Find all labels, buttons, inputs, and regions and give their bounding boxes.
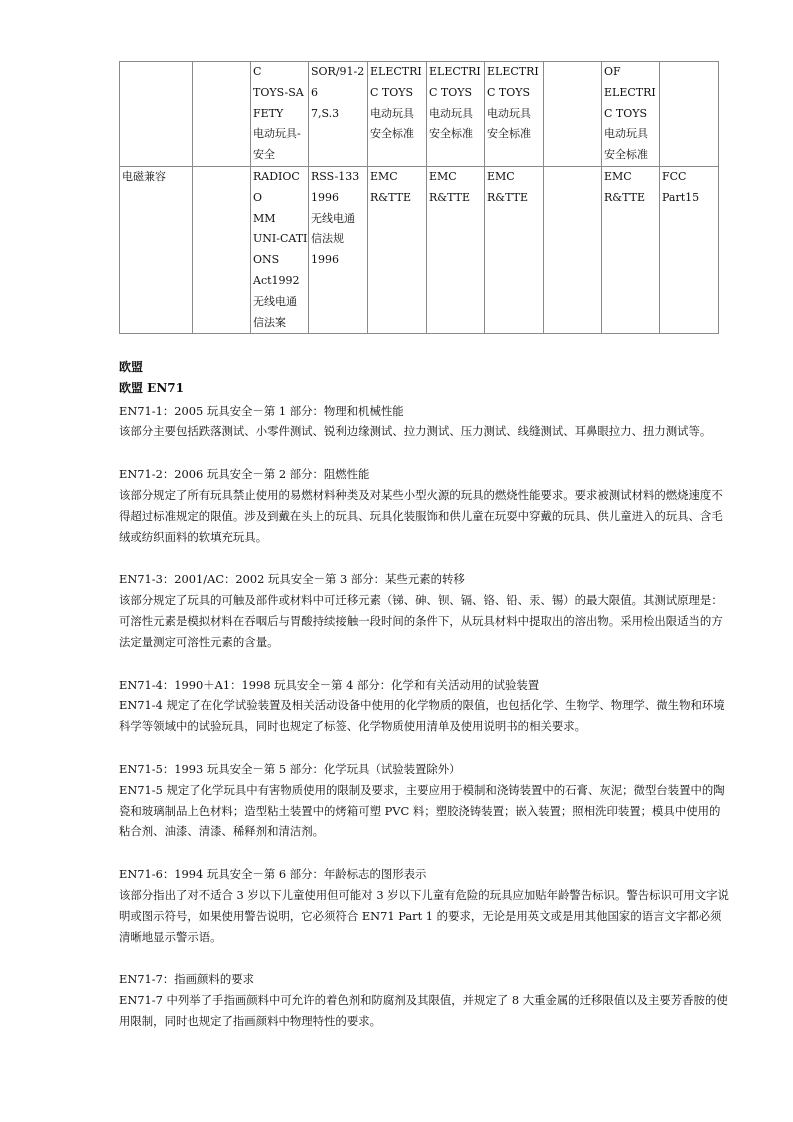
section-heading: 欧盟: [119, 360, 144, 374]
table-cell: [193, 167, 251, 334]
table-cell: ELECTRI C TOYS 电动玩具 安全标准: [368, 62, 427, 167]
document-body: [119, 357, 731, 1054]
standard-title: EN71-6：1994 玩具安全－第 6 部分：年龄标志的图形表示: [119, 867, 427, 882]
standard-section: [119, 675, 731, 737]
standard-description: 该部分规定了所有玩具禁止使用的易燃材料种类及对某些小型火源的玩具的燃烧性能要求。要求被测试材料的燃烧速度不得超过标准规定的限值。涉及到戴在头上的玩具、玩具化装服饰和供儿童在玩耍中穿戴的玩具、供儿童进入的玩具、含毛绒或纺织面料的软填充玩具。: [119, 487, 723, 544]
standard-description: 该部分指出了对不适合 3 岁以下儿童使用但可能对 3 岁以下儿童有危险的玩具应加贴年龄警告标识。警告标识可用文字说明或图示符号，如果使用警告说明，它必须符合 EN71 Part 1 的要求，无论是用英文或是用其他国家的语言文字都必须清晰地显示警示语。: [119, 887, 729, 944]
standard-title: EN71-4：1990＋A1：1998 玩具安全－第 4 部分：化学和有关活动用的试验装置: [119, 677, 540, 692]
standard-description: EN71-4 规定了在化学试验装置及相关活动设备中使用的化学物质的限值，也包括化学、生物学、物理学、微生物和环境科学等领域中的试验玩具，同时也规定了标签、化学物质使用清单及使用说明书的相关要求。: [119, 698, 725, 734]
table-cell: EMC R&TTE: [602, 167, 660, 334]
table-cell: [544, 62, 602, 167]
standards-table: [119, 61, 719, 334]
table-cell: RADIOCO MM UNI-CATI ONS Act1992 无线电通 信法案: [251, 167, 309, 334]
table-cell-category: [120, 62, 193, 167]
standard-title: EN71-7：指画颜料的要求: [119, 972, 254, 987]
standard-description: EN71-7 中列举了手指画颜料中可允许的着色剂和防腐剂及其限值，并规定了 8 大重金属的迁移限值以及主要芳香胺的使用限制，同时也规定了指画颜料中物理特性的要求。: [119, 993, 728, 1028]
table-cell-category: 电磁兼容: [120, 167, 193, 334]
table-cell: SOR/91-26 7,S.3: [309, 62, 368, 167]
standard-section: [119, 401, 731, 443]
standard-title: EN71-5：1993 玩具安全－第 5 部分：化学玩具（试验装置除外）: [119, 761, 461, 776]
standard-description: 该部分主要包括跌落测试、小零件测试、锐利边缘测试、拉力测试、压力测试、线缝测试、耳鼻眼拉力、扭力测试等。: [119, 424, 712, 439]
table-cell: C TOYS-SA FETY 电动玩具- 安全: [251, 62, 309, 167]
standard-section: [119, 569, 731, 652]
standard-section: [119, 969, 731, 1031]
standard-description: EN71-5 规定了化学玩具中有害物质使用的限制及要求，主要应用于模制和浇铸装置中的石膏、灰泥；微型台装置中的陶瓷和玻璃制品上色材料；造型粘土装置中的烤箱可塑 PVC 料；塑胶浇铸装置；嵌入装置；照相洗印装置；模具中使用的粘合剂、油漆、清漆、稀释剂和清洁剂。: [119, 782, 725, 839]
table-cell: ELECTRI C TOYS 电动玩具 安全标准: [427, 62, 485, 167]
table-cell: EMC R&TTE: [485, 167, 544, 334]
table-cell: EMC R&TTE: [427, 167, 485, 334]
table-cell: [193, 62, 251, 167]
standard-title: EN71-2：2006 玩具安全－第 2 部分：阻燃性能: [119, 467, 370, 482]
table-row: [120, 167, 719, 334]
table-row: [120, 62, 719, 167]
table-cell: [544, 167, 602, 334]
standard-section: [119, 864, 731, 947]
standard-title: EN71-1：2005 玩具安全－第 1 部分：物理和机械性能: [119, 403, 404, 418]
table-cell: FCC Part15: [660, 167, 719, 334]
standard-section: [119, 759, 731, 842]
table-cell: RSS-133 1996 无线电通 信法规 1996: [309, 167, 368, 334]
standard-title: EN71-3：2001/AC：2002 玩具安全－第 3 部分：某些元素的转移: [119, 572, 465, 587]
standard-section: [119, 464, 731, 547]
section-subheading: 欧盟 EN71: [119, 380, 184, 395]
table-cell: [660, 62, 719, 167]
standard-description: 该部分规定了玩具的可触及部件或材料中可迁移元素（锑、砷、钡、镉、铬、铅、汞、锡）的最大限值。其测试原理是：可溶性元素是模拟材料在吞咽后与胃酸持续接触一段时间的条件下，从玩具材料中提取出的溶出物。采用检出限适当的方法定量测定可溶性元素的含量。: [119, 593, 723, 649]
table-cell: EMC R&TTE: [368, 167, 427, 334]
table-cell: OF ELECTRI C TOYS 电动玩具 安全标准: [602, 62, 660, 167]
table-cell: ELECTRI C TOYS 电动玩具 安全标准: [485, 62, 544, 167]
